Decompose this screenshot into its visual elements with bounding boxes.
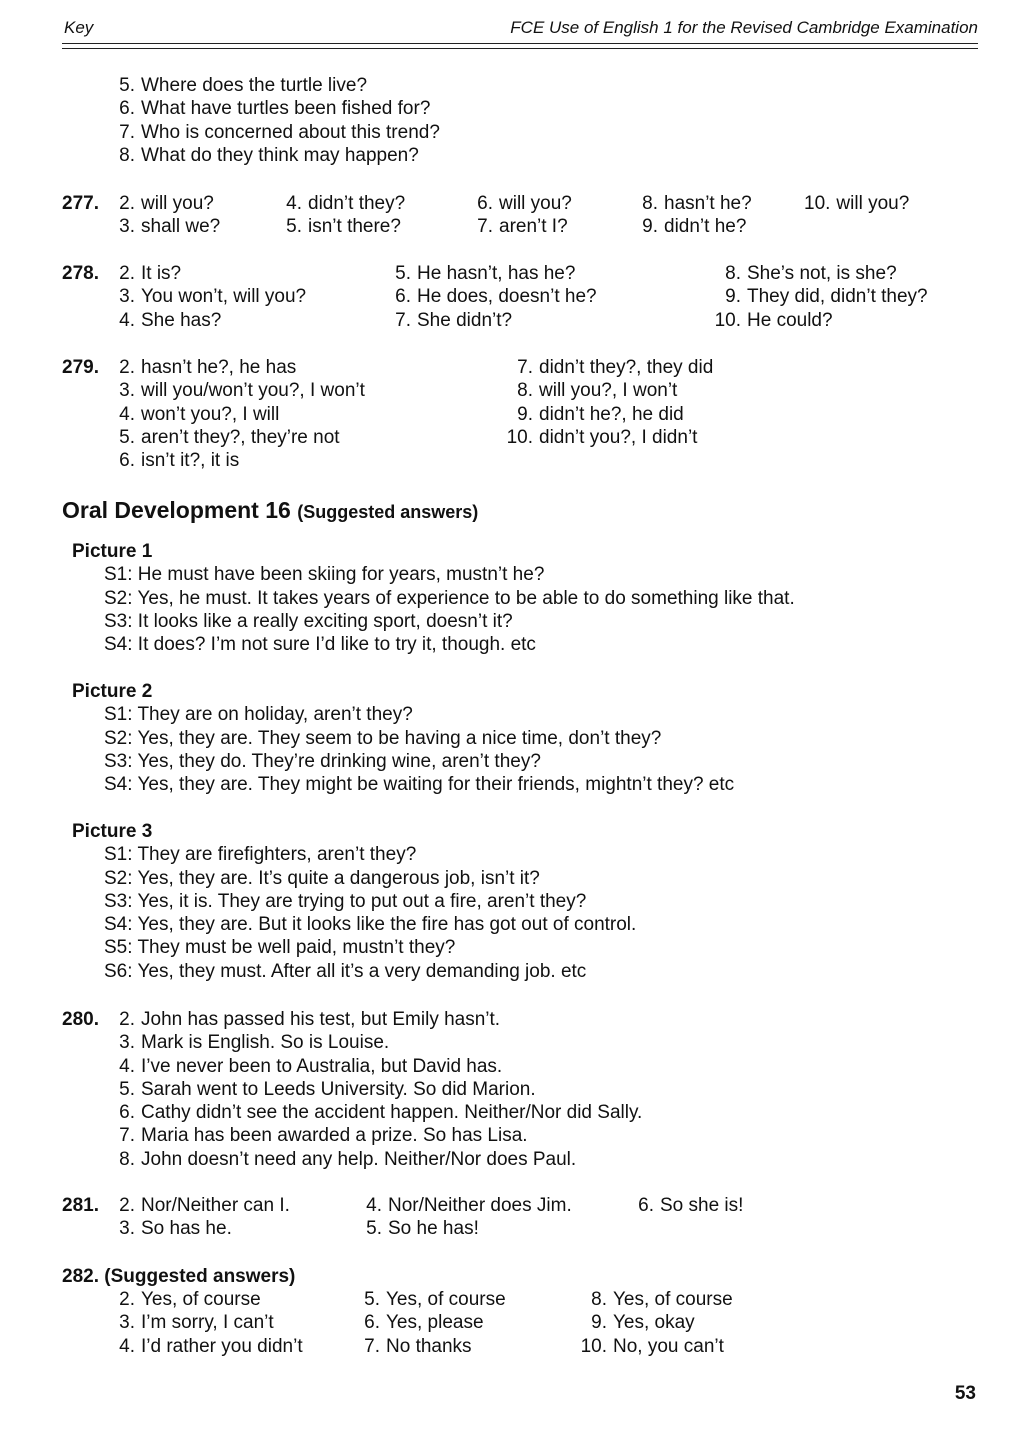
answer-item: 8. What do they think may happen?: [119, 144, 419, 166]
answer-item: 10. He could?: [714, 309, 833, 331]
dialogue-line: S1: He must have been skiing for years, mustn’t he?: [104, 564, 545, 586]
answer-item: 3. shall we?: [119, 216, 221, 238]
answer-item: 8. will you?, I won’t: [517, 380, 678, 402]
answer-item: 7. She didn’t?: [395, 309, 513, 331]
answer-item: 9. Yes, okay: [591, 1312, 695, 1334]
answer-item: 2. Nor/Neither can I.: [119, 1195, 290, 1216]
picture-heading: Picture 1: [72, 541, 153, 562]
answer-item: 6. isn’t it?, it is: [119, 450, 240, 472]
exercise-number: 281.: [62, 1195, 99, 1216]
answer-item: 3. So has he.: [119, 1218, 232, 1240]
exercise-number: 280.: [62, 1009, 99, 1030]
header-rule: [62, 48, 978, 49]
answer-item: 9. didn’t he?: [642, 216, 747, 238]
answer-item: 6. Cathy didn’t see the accident happen. Neither/Nor did Sally.: [119, 1102, 643, 1124]
dialogue-line: S1: They are firefighters, aren’t they?: [104, 844, 417, 866]
dialogue-line: S4: Yes, they are. They might be waiting for their friends, mightn’t they? etc: [104, 774, 735, 796]
section-heading: Oral Development 16 (Suggested answers): [62, 497, 479, 523]
answer-item: 3. I’m sorry, I can’t: [119, 1312, 274, 1334]
dialogue-line: S6: Yes, they must. After all it’s a very demanding job. etc: [104, 960, 587, 982]
answer-item: 2. will you?: [119, 193, 214, 214]
exercise-number: 279.: [62, 357, 99, 378]
answer-item: 4. won’t you?, I will: [119, 403, 280, 425]
answer-item: 7. No thanks: [364, 1335, 472, 1357]
answer-item: 5. Sarah went to Leeds University. So did Marion.: [119, 1078, 536, 1100]
exercise-number: 282. (Suggested answers): [62, 1266, 296, 1287]
answer-item: 5. Where does the turtle live?: [119, 75, 368, 96]
picture-2-block: [0, 680, 1024, 796]
answer-item: 9. They did, didn’t they?: [725, 286, 928, 308]
answer-item: 3. You won’t, will you?: [119, 286, 307, 308]
answer-item: 5. Yes, of course: [364, 1289, 506, 1310]
dialogue-line: S3: Yes, it is. They are trying to put out a fire, aren’t they?: [104, 890, 587, 912]
answer-item: 6. He does, doesn’t he?: [395, 286, 597, 308]
answer-item: 10. No, you can’t: [580, 1335, 724, 1357]
answer-item: 5. isn’t there?: [286, 216, 401, 238]
answer-item: 8. Yes, of course: [591, 1289, 733, 1310]
answer-item: 4. She has?: [119, 309, 222, 331]
exercise-number: 277.: [62, 193, 99, 214]
answer-item: 7. aren’t I?: [477, 216, 568, 238]
answer-item: 3. Mark is English. So is Louise.: [119, 1032, 390, 1054]
answer-item: 2. John has passed his test, but Emily hasn’t.: [119, 1009, 501, 1030]
answer-item: 8. John doesn’t need any help. Neither/Nor does Paul.: [119, 1148, 577, 1170]
dialogue-line: S3: Yes, they do. They’re drinking wine, aren’t they?: [104, 750, 541, 772]
answer-item: 7. Who is concerned about this trend?: [119, 121, 440, 143]
answer-item: 6. What have turtles been fished for?: [119, 98, 431, 120]
answer-item: 2. It is?: [119, 263, 182, 284]
exercise-label: (Suggested answers): [104, 1266, 296, 1287]
running-header-right: FCE Use of English 1 for the Revised Cambridge Examination: [510, 18, 978, 37]
dialogue-line: S5: They must be well paid, mustn’t they?: [104, 937, 456, 959]
picture-3-block: [0, 820, 1024, 983]
picture-heading: Picture 2: [72, 681, 153, 702]
picture-heading: Picture 3: [72, 821, 153, 842]
answer-item: 7. Maria has been awarded a prize. So has Lisa.: [119, 1125, 528, 1147]
dialogue-line: S2: Yes, they are. It’s quite a dangerous job, isn’t it?: [104, 867, 540, 889]
answer-item: 7. didn’t they?, they did: [517, 357, 714, 378]
picture-1-block: [0, 540, 1024, 656]
dialogue-line: S2: Yes, they are. They seem to be having a nice time, don’t they?: [104, 727, 662, 749]
answer-item: 6. Yes, please: [364, 1312, 484, 1334]
page-number: 53: [954, 1383, 976, 1404]
dialogue-line: S3: It looks like a really exciting sport, doesn’t it?: [104, 610, 513, 632]
answer-item: 8. hasn’t he?: [642, 193, 752, 214]
answer-item: 5. aren’t they?, they’re not: [119, 426, 340, 448]
answer-item: 5. He hasn’t, has he?: [395, 263, 576, 284]
answer-item: 8. She’s not, is she?: [725, 263, 897, 284]
answer-item: 4. didn’t they?: [286, 193, 406, 214]
answer-item: 10. didn’t you?, I didn’t: [506, 426, 698, 448]
running-header-left: Key: [64, 18, 94, 37]
answer-item: 9. didn’t he?, he did: [517, 403, 684, 425]
answer-item: 3. will you/won’t you?, I won’t: [119, 380, 365, 402]
answer-item: 2. hasn’t he?, he has: [119, 357, 297, 378]
answer-item: 10. will you?: [804, 193, 910, 214]
dialogue-line: S1: They are on holiday, aren’t they?: [104, 704, 413, 726]
dialogue-line: S4: It does? I’m not sure I’d like to try it, though. etc: [104, 634, 536, 656]
answer-item: 5. So he has!: [366, 1218, 479, 1240]
answer-item: 2. Yes, of course: [119, 1289, 261, 1310]
answer-item: 4. I’ve never been to Australia, but David has.: [119, 1055, 503, 1077]
dialogue-line: S2: Yes, he must. It takes years of experience to be able to do something like that.: [104, 587, 795, 609]
answer-item: 4. I’d rather you didn’t: [119, 1335, 303, 1357]
dialogue-line: S4: Yes, they are. But it looks like the fire has got out of control.: [104, 914, 637, 936]
exercise-number: 278.: [62, 263, 99, 284]
answer-item: 4. Nor/Neither does Jim.: [366, 1195, 572, 1216]
header-rule: [62, 43, 978, 44]
answer-item: 6. will you?: [477, 193, 572, 214]
answer-item: 6. So she is!: [638, 1195, 744, 1216]
